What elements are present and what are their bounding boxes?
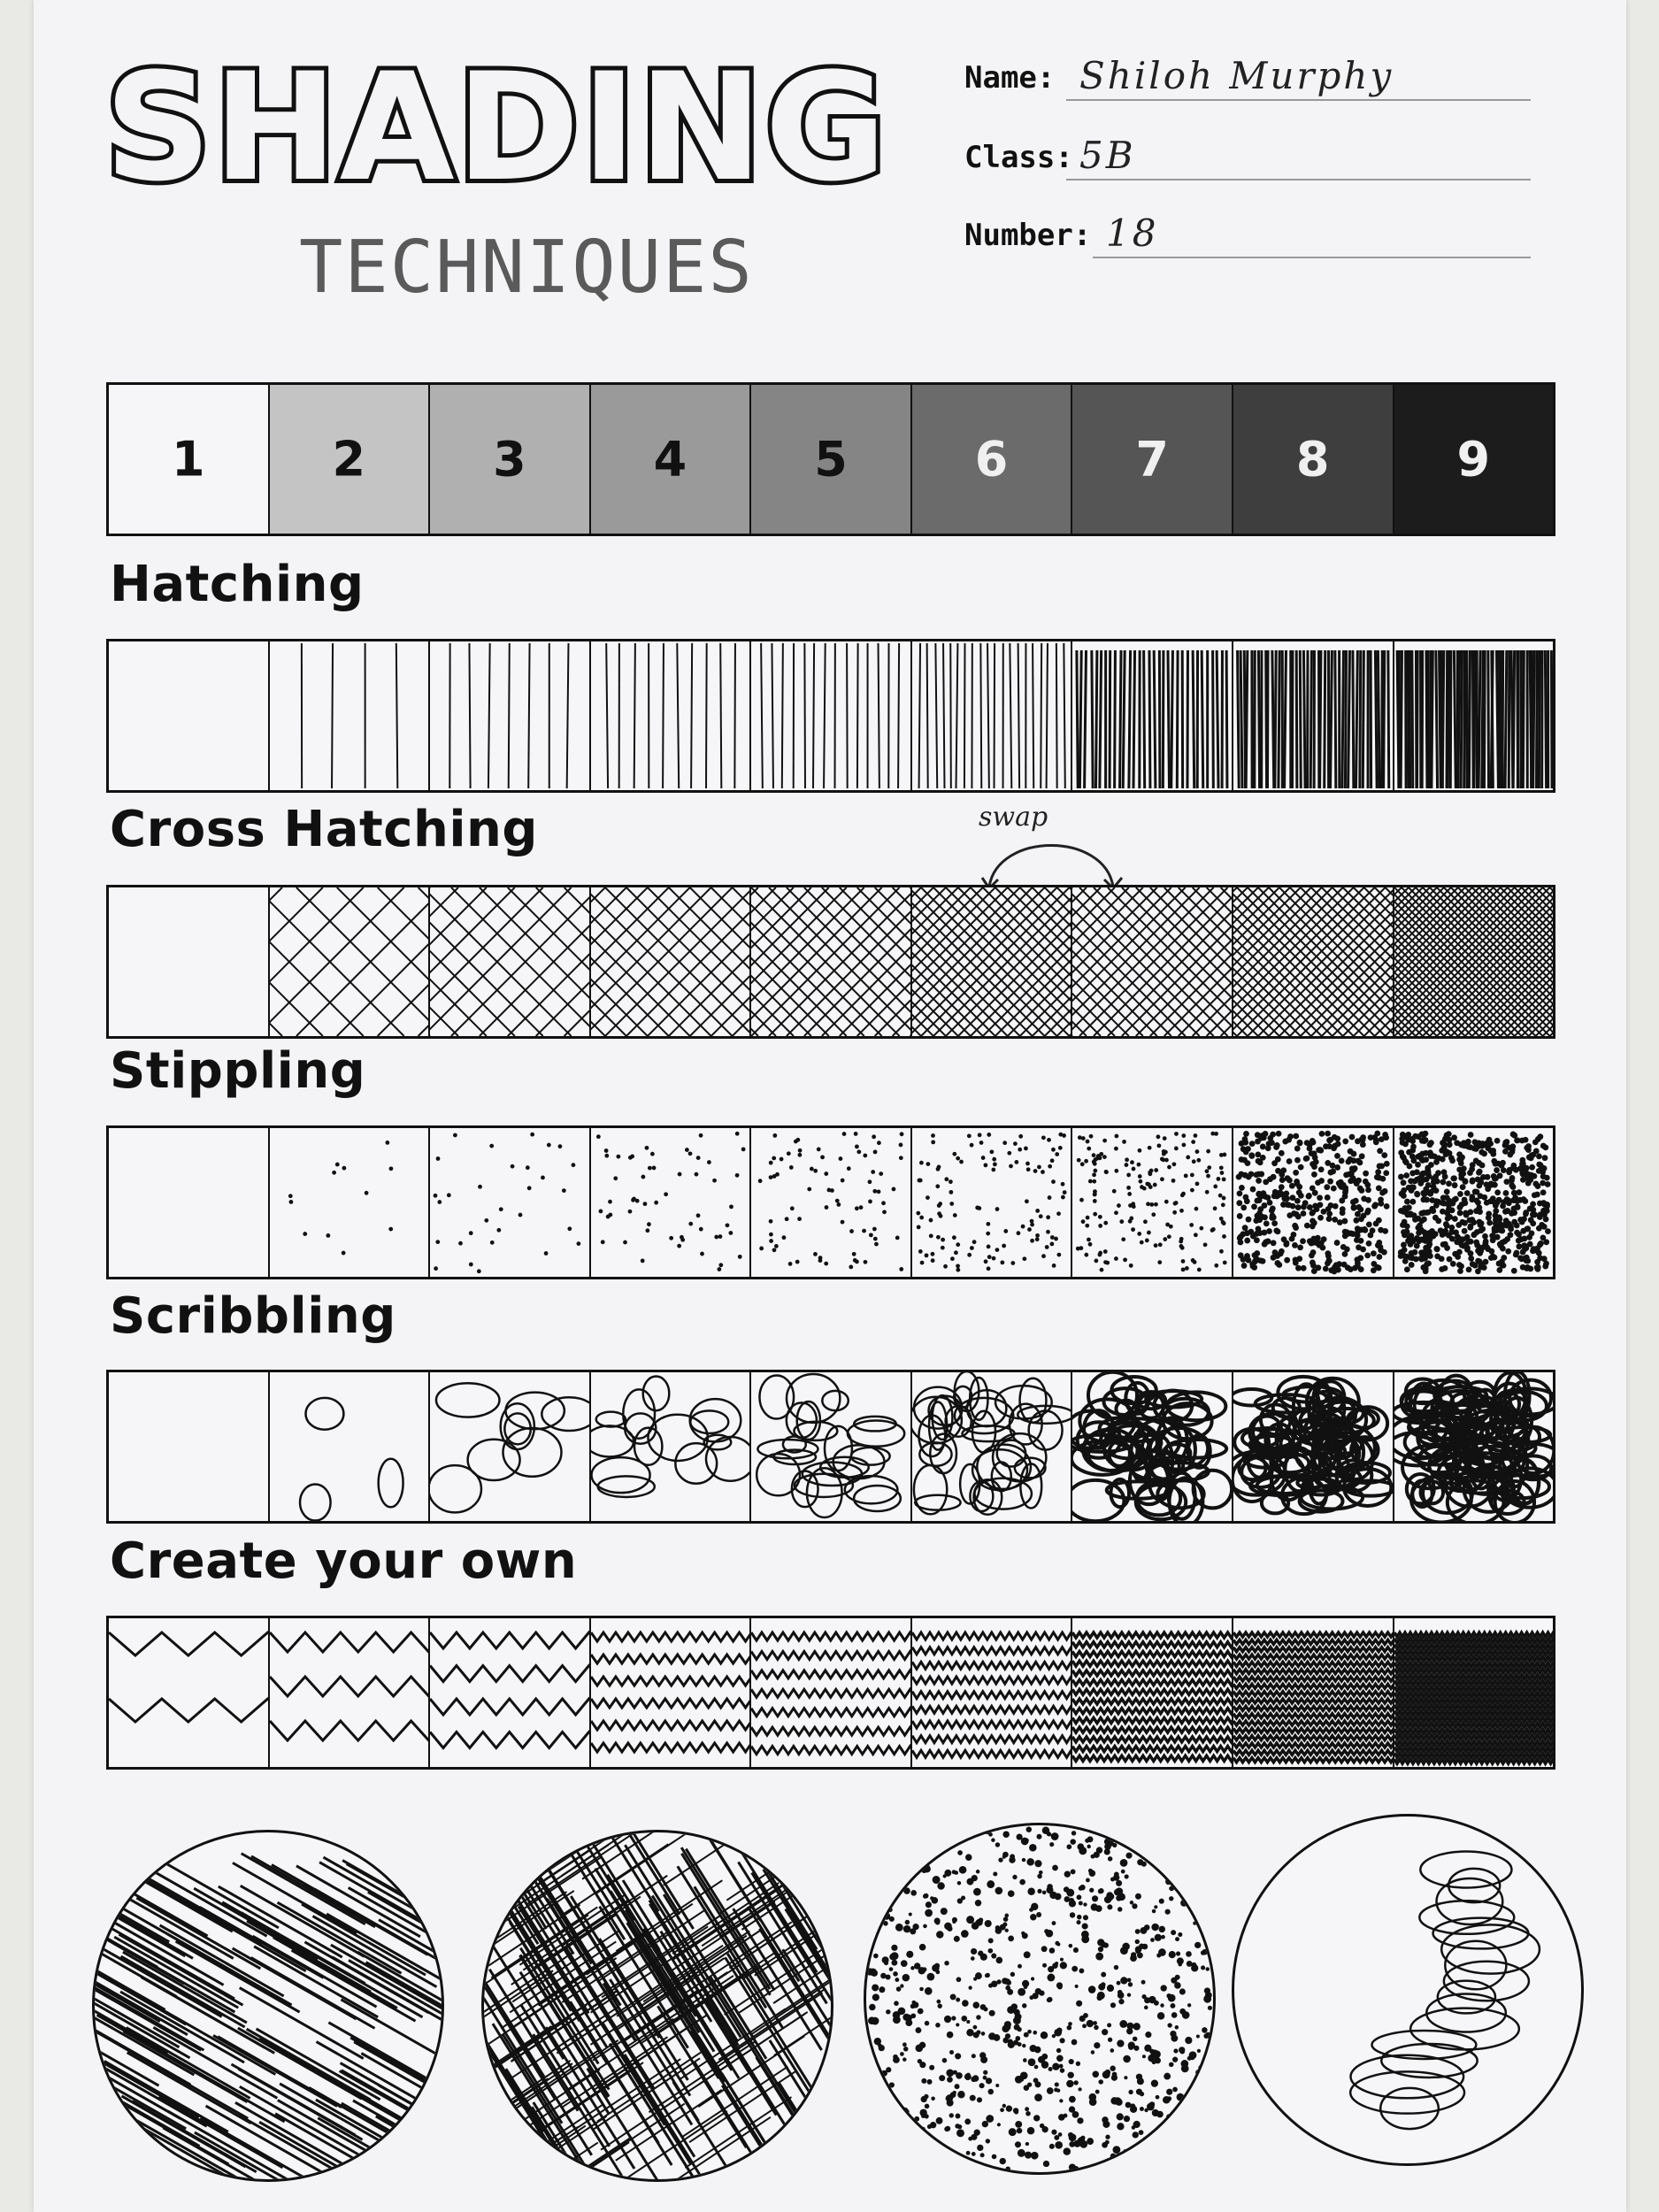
value-cell <box>1071 385 1232 534</box>
class-field[interactable] <box>964 133 1531 186</box>
technique-cell <box>1232 887 1393 1036</box>
value-cell <box>749 385 910 534</box>
technique-cell <box>1393 887 1554 1036</box>
stippling-row <box>106 1125 1555 1279</box>
technique-cell <box>428 641 589 790</box>
technique-cell <box>268 887 429 1036</box>
technique-cell <box>749 1372 910 1521</box>
name-label: Name: <box>964 60 1056 96</box>
class-label: Class: <box>964 140 1073 175</box>
technique-cell <box>910 1372 1071 1521</box>
value-cell <box>589 385 750 534</box>
cross-hatching-circle-icon <box>481 1830 833 2182</box>
technique-cell <box>910 641 1071 790</box>
hatching-circle-icon <box>92 1830 444 2182</box>
page-title: SHADING <box>104 41 889 214</box>
technique-cell <box>749 887 910 1036</box>
technique-cell <box>428 1128 589 1277</box>
number-field[interactable] <box>964 211 1531 264</box>
technique-cell <box>749 641 910 790</box>
technique-cell <box>1232 641 1393 790</box>
technique-cell <box>910 887 1071 1036</box>
class-value: 5B <box>1079 134 1136 177</box>
value-number: 9 <box>1456 431 1491 488</box>
technique-cell <box>428 887 589 1036</box>
swap-arrow-icon <box>972 823 1131 894</box>
technique-cell <box>1071 1372 1232 1521</box>
technique-cell <box>1393 1372 1554 1521</box>
technique-cell <box>268 641 429 790</box>
page-subtitle: TECHNIQUES <box>299 226 754 310</box>
technique-cell <box>1071 887 1232 1036</box>
technique-cell <box>1071 1618 1232 1767</box>
scribbling-circle-icon <box>1232 1814 1584 2166</box>
technique-cell <box>109 1618 268 1767</box>
section-label-cross-hatching: Cross Hatching <box>110 801 538 858</box>
value-number: 8 <box>1295 431 1330 488</box>
technique-cell <box>1393 1618 1554 1767</box>
value-number: 2 <box>332 431 366 488</box>
section-label-stippling: Stippling <box>110 1042 366 1100</box>
scribbling-row <box>106 1370 1555 1524</box>
value-number: 1 <box>171 431 205 488</box>
name-underline <box>1066 99 1531 101</box>
technique-cell <box>589 1372 750 1521</box>
value-number: 4 <box>653 431 687 488</box>
value-cell <box>910 385 1071 534</box>
technique-cell <box>910 1128 1071 1277</box>
technique-cell <box>1393 641 1554 790</box>
worksheet <box>34 0 1626 2212</box>
name-field[interactable] <box>964 53 1531 106</box>
value-number: 5 <box>814 431 848 488</box>
technique-cell <box>910 1618 1071 1767</box>
stippling-circle-icon <box>864 1823 1216 2175</box>
technique-cell <box>1232 1618 1393 1767</box>
technique-cell <box>589 1618 750 1767</box>
number-value: 18 <box>1106 211 1159 255</box>
value-number: 7 <box>1135 431 1169 488</box>
value-cell <box>428 385 589 534</box>
technique-cell <box>109 1128 268 1277</box>
technique-cell <box>109 1372 268 1521</box>
value-number: 3 <box>493 431 526 488</box>
section-label-hatching: Hatching <box>110 556 365 613</box>
technique-cell <box>1393 1128 1554 1277</box>
create-your-own-row <box>106 1616 1555 1770</box>
technique-cell <box>1071 1128 1232 1277</box>
value-cell <box>1393 385 1554 534</box>
technique-cell <box>268 1618 429 1767</box>
cross-hatching-row <box>106 885 1555 1039</box>
technique-cell <box>268 1128 429 1277</box>
technique-cell <box>1232 1372 1393 1521</box>
section-label-scribbling: Scribbling <box>110 1287 396 1345</box>
technique-cell <box>589 887 750 1036</box>
number-label: Number: <box>964 218 1092 253</box>
value-number: 6 <box>974 431 1009 488</box>
value-cell <box>1232 385 1393 534</box>
technique-cell <box>428 1618 589 1767</box>
name-value: Shiloh Murphy <box>1079 54 1394 97</box>
technique-cell <box>589 641 750 790</box>
value-cell <box>268 385 429 534</box>
value-cell <box>109 385 268 534</box>
technique-cell <box>589 1128 750 1277</box>
section-label-create-your-own: Create your own <box>110 1532 578 1590</box>
technique-cell <box>428 1372 589 1521</box>
technique-cell <box>109 887 268 1036</box>
technique-cell <box>268 1372 429 1521</box>
value-scale <box>106 382 1555 536</box>
number-underline <box>1093 257 1531 258</box>
swap-annotation: swap <box>979 802 1048 833</box>
hatching-row <box>106 639 1555 793</box>
technique-cell <box>749 1128 910 1277</box>
technique-cell <box>1232 1128 1393 1277</box>
technique-cell <box>1071 641 1232 790</box>
class-underline <box>1066 179 1531 180</box>
technique-cell <box>109 641 268 790</box>
technique-cell <box>749 1618 910 1767</box>
